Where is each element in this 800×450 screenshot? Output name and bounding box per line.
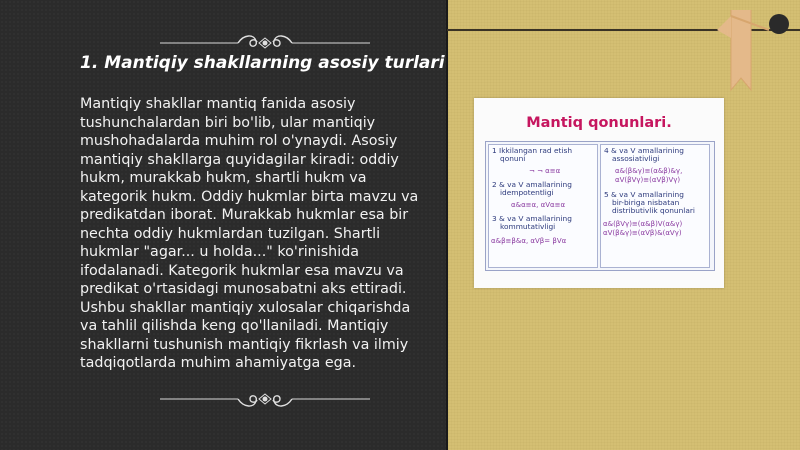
law-1-heading: 1 Ikkilangan rad etish (492, 146, 573, 155)
law-3-formula: α&β≡β&α, αVβ= βVα (491, 237, 567, 245)
law-4-formula-1: α&(β&γ)≡(α&β)&γ, (615, 167, 683, 175)
law-4-subheading: assosiativligi (612, 154, 660, 163)
slide-body-text: Mantiqiy shakllar mantiq fanida asosiy tushunchalardan biri bo'lib, ular mantiqiy mushohadalarda muhim rol o'ynaydi. Asosiy mantiqiy shakllarga quyidagilar kiradi: oddiy hukm, murakkab hukm, shartli hukm va kategorik hukm. Oddiy hukmlar birta mavzu va predikatdan iborat. Murakkab hukmlar esa bir nechta oddiy hukmlardan tuzilgan. Shartli hukmlar "agar... u holda..." ko'rinishida ifodalanadi. Kategorik hukmlar esa mavzu va predikat o'rtasidagi munosabatni aks ettiradi. Ushbu shakllar mantiqiy xulosalar chiqarishda va tahlil qilishda keng qo'llaniladi. Mantiqiy shakllarni tushunish mantiqiy fikrlash va ilmiy tadqiqotlarda muhim ahamiyatga ega. (80, 96, 419, 371)
law-2-heading: 2 & va V amallarining (492, 180, 572, 189)
panel-divider (446, 0, 448, 450)
law-5-heading: 5 & va V amallarining (604, 190, 684, 199)
slide-title: 1. Mantiqiy shakllarning asosiy turlari (80, 53, 445, 73)
bookmark-ribbon-icon (713, 8, 769, 98)
law-1-formula: ¬ ¬ α≡α (529, 167, 561, 175)
law-2-subheading: idempotentligi (500, 188, 554, 197)
law-2-formula: α&α≡α, αVα≡α (511, 201, 566, 209)
laws-column-right (600, 144, 710, 268)
laws-table (485, 141, 715, 271)
law-5-subheading-1: bir-biriga nisbatan (612, 198, 680, 207)
law-4-heading: 4 & va V amallarining (604, 146, 684, 155)
law-1-subheading: qonuni (500, 154, 526, 163)
pin-icon (769, 14, 789, 34)
law-5-subheading-2: distributivlik qonunlari (612, 206, 695, 215)
laws-column-left (488, 144, 598, 268)
scroll-ornament-icon (160, 388, 370, 410)
law-5-formula-2: αV(β&γ)≡(αVβ)&(αVγ) (603, 229, 682, 237)
scroll-ornament-icon (160, 32, 370, 54)
image-title: Mantiq qonunlari. (526, 115, 672, 131)
law-3-subheading: kommutativligi (500, 222, 556, 231)
law-5-formula-1: α&(βVγ)≡(α&β)V(α&γ) (603, 220, 683, 228)
logic-laws-image (474, 98, 724, 288)
law-4-formula-2: αV(βVγ)≡(αVβ)Vγ) (615, 176, 681, 184)
law-3-heading: 3 & va V amallarining (492, 214, 572, 223)
